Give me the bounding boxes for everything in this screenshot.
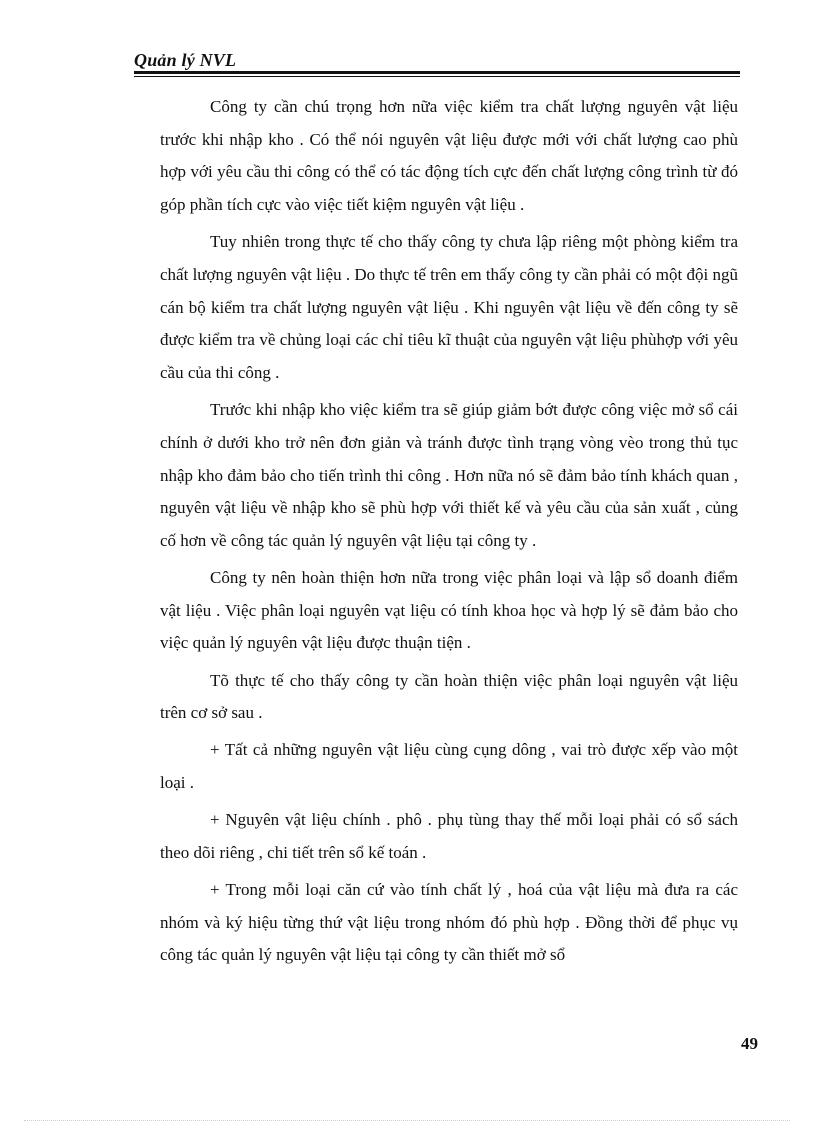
footer-divider xyxy=(24,1120,790,1121)
paragraph-inspection-team: Tuy nhiên trong thực tế cho thấy công ty chưa lập riêng một phòng kiểm tra chất lượng nguyên vật liệu . Do thực tế trên em thấy công ty cần phải có một đội ngũ cán bộ kiểm tra chất lượng nguyên vật liệu . Khi nguyên vật liệu về đến công ty sẽ được kiểm tra về chủng loại các chỉ tiêu kĩ thuật của nguyên vật liệu phùhợp với yêu cầu của thi công . xyxy=(160,232,738,383)
header-rule-thick xyxy=(134,71,740,74)
paragraph-classification: Công ty nên hoàn thiện hơn nữa trong việc phân loại và lập sổ doanh điểm vật liệu . Việc phân loại nguyên vạt liệu có tính khoa học và hợp lý sẽ đảm bảo cho việc quản lý nguyên vật liệu được thuận tiện . xyxy=(160,568,738,653)
paragraph-before-stocking: Trước khi nhập kho việc kiểm tra sẽ giúp giảm bớt được công việc mở sổ cái chính ở dưới kho trở nên đơn giản và tránh được tình trạng vòng vèo trong thủ tục nhập kho đảm bảo cho tiến trình thi công . Hơn nữa nó sẽ đảm bảo tính khách quan , nguyên vật liệu về nhập kho sẽ phù hợp với thiết kế và yêu cầu của sản xuất , củng cố hơn về công tác quản lý nguyên vật liệu tại công ty . xyxy=(160,400,738,550)
body-text xyxy=(160,91,738,976)
paragraph-quality-check: Công ty cần chú trọng hơn nữa việc kiểm tra chất lượng nguyên vật liệu trước khi nhập kho . Có thể nói nguyên vật liệu được mới với chất lượng cao phù hợp với yêu cầu thi công có thể có tác động tích cực đến chất lượng công trình từ đó góp phần tích cực vào việc tiết kiệm nguyên vật liệu . xyxy=(160,97,738,215)
list-item-separate-ledgers: + Nguyên vật liệu chính . phô . phụ tùng thay thế mỗi loại phải có sổ sách theo dõi riêng , chi tiết trên sổ kế toán . xyxy=(160,810,738,862)
list-item-groups-codes: + Trong mỗi loại căn cứ vào tính chất lý , hoá của vật liệu mà đưa ra các nhóm và ký hiệu từng thứ vật liệu trong nhóm đó phù hợp . Đồng thời để phục vụ công tác quản lý nguyên vật liệu tại công ty cần thiết mở sổ xyxy=(160,879,738,965)
list-item-same-use: + Tất cả những nguyên vật liệu cùng cụng dông , vai trò được xếp vào một loại . xyxy=(160,740,738,793)
paragraph-basis: Tõ thực tế cho thấy công ty cần hoàn thiện việc phân loại nguyên vật liệu trên cơ sở sau . xyxy=(160,670,738,723)
page-number: 49 xyxy=(741,1034,758,1053)
running-header-title: Quản lý NVL xyxy=(134,50,237,70)
header-rule-thin xyxy=(134,76,740,77)
